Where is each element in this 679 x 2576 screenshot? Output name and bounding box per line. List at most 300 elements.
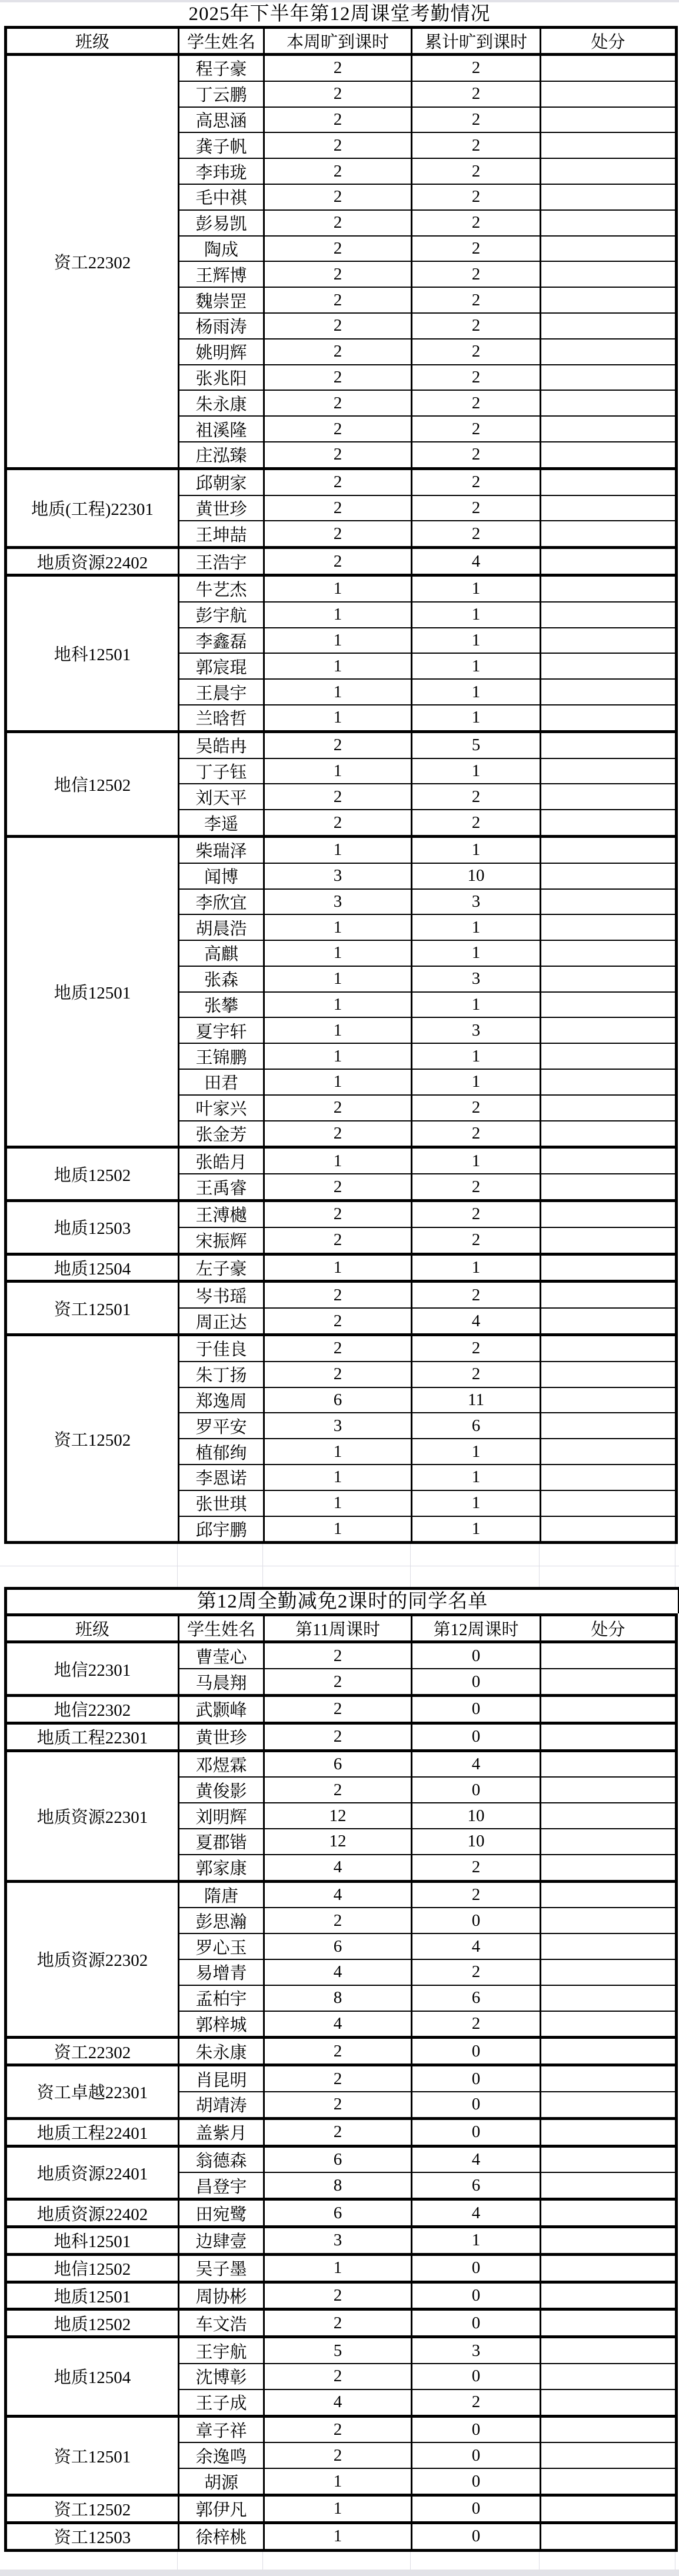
total-value-cell: 2 <box>412 365 541 391</box>
table-row <box>6 2254 677 2282</box>
week-value-cell: 2 <box>264 287 412 313</box>
student-name-cell: 马晨翔 <box>179 1669 264 1695</box>
class-cell: 地质12501 <box>6 2282 179 2309</box>
week-value-cell: 1 <box>264 2468 412 2495</box>
total-value-cell: 11 <box>412 1387 541 1413</box>
punishment-cell <box>541 2226 677 2254</box>
student-name-cell: 易增青 <box>179 1959 264 1985</box>
punishment-cell <box>541 1723 677 1750</box>
total-value-cell: 3 <box>412 889 541 915</box>
class-cell: 资工22302 <box>6 55 179 469</box>
punishment-cell <box>541 1069 677 1095</box>
punishment-cell <box>541 2416 677 2442</box>
week-value-cell: 1 <box>264 653 412 679</box>
total-value-cell: 0 <box>412 2254 541 2282</box>
total-value-cell: 3 <box>412 2337 541 2364</box>
class-cell: 地质12501 <box>6 836 179 1147</box>
table-row <box>6 2337 677 2364</box>
student-name-cell: 叶家兴 <box>179 1095 264 1121</box>
total-value-cell: 1 <box>412 836 541 863</box>
student-name-cell: 胡源 <box>179 2468 264 2495</box>
total-value-cell: 3 <box>412 966 541 992</box>
total-value-cell: 1 <box>412 705 541 731</box>
punishment-cell <box>541 1959 677 1985</box>
column-header: 本周旷到课时 <box>264 28 412 55</box>
total-value-cell: 1 <box>412 1465 541 1490</box>
punishment-cell <box>541 1642 677 1669</box>
punishment-cell <box>541 1308 677 1334</box>
punishment-cell <box>541 365 677 391</box>
student-name-cell: 李欣宜 <box>179 889 264 915</box>
student-name-cell: 李遥 <box>179 810 264 836</box>
week-value-cell: 2 <box>264 1669 412 1695</box>
student-name-cell: 昌登宇 <box>179 2172 264 2199</box>
class-cell: 资工12501 <box>6 2416 179 2495</box>
student-name-cell: 彭思瀚 <box>179 1908 264 1933</box>
student-name-cell: 丁子钰 <box>179 758 264 784</box>
class-cell: 地质工程22301 <box>6 1723 179 1750</box>
column-header: 班级 <box>6 1615 179 1642</box>
table-row <box>6 731 677 758</box>
punishment-cell <box>541 1777 677 1803</box>
class-cell: 地质12502 <box>6 2309 179 2337</box>
class-cell: 地质资源22402 <box>6 2199 179 2227</box>
week-value-cell: 2 <box>264 2309 412 2337</box>
student-name-cell: 余逸鸣 <box>179 2442 264 2468</box>
student-name-cell: 王溥樾 <box>179 1201 264 1227</box>
spreadsheet-empty-row <box>0 2552 679 2570</box>
week-value-cell: 1 <box>264 1439 412 1465</box>
punishment-cell <box>541 2364 677 2389</box>
student-name-cell: 杨雨涛 <box>179 313 264 339</box>
week-value-cell: 2 <box>264 339 412 365</box>
student-name-cell: 吴皓冉 <box>179 731 264 758</box>
week-value-cell: 2 <box>264 2065 412 2092</box>
week-value-cell: 2 <box>264 81 412 107</box>
student-name-cell: 王宇航 <box>179 2337 264 2364</box>
faint-gridline <box>262 1544 263 1587</box>
punishment-cell <box>541 1985 677 2011</box>
punishment-cell <box>541 107 677 133</box>
total-value-cell: 6 <box>412 1985 541 2011</box>
week-value-cell: 2 <box>264 416 412 442</box>
week-value-cell: 2 <box>264 1282 412 1308</box>
student-name-cell: 左子豪 <box>179 1254 264 1282</box>
punishment-cell <box>541 1696 677 1723</box>
punishment-cell <box>541 2522 677 2550</box>
week-value-cell: 6 <box>264 2146 412 2172</box>
punishment-cell <box>541 836 677 863</box>
total-value-cell: 2 <box>412 261 541 287</box>
punishment-cell <box>541 1227 677 1254</box>
week-value-cell: 2 <box>264 1121 412 1147</box>
punishment-cell <box>541 1043 677 1069</box>
week-value-cell: 4 <box>264 1855 412 1881</box>
total-value-cell: 2 <box>412 2389 541 2416</box>
total-value-cell: 2 <box>412 390 541 416</box>
punishment-cell <box>541 2442 677 2468</box>
class-cell: 资工12502 <box>6 2495 179 2522</box>
punishment-cell <box>541 1017 677 1043</box>
table-row <box>6 55 677 81</box>
punishment-cell <box>541 784 677 810</box>
week-value-cell: 3 <box>264 889 412 915</box>
student-name-cell: 兰晗哲 <box>179 705 264 731</box>
week-value-cell: 1 <box>264 705 412 731</box>
week-value-cell: 2 <box>264 1777 412 1803</box>
student-name-cell: 邓煜霖 <box>179 1750 264 1777</box>
column-header: 第11周课时 <box>264 1615 412 1642</box>
total-value-cell: 0 <box>412 1723 541 1750</box>
total-value-cell: 4 <box>412 2146 541 2172</box>
punishment-cell <box>541 1669 677 1695</box>
week-value-cell: 1 <box>264 1465 412 1490</box>
student-name-cell: 罗平安 <box>179 1413 264 1439</box>
student-name-cell: 邱宇鹏 <box>179 1516 264 1543</box>
punishment-cell <box>541 158 677 184</box>
total-value-cell: 1 <box>412 653 541 679</box>
week-value-cell: 1 <box>264 2522 412 2550</box>
week-value-cell: 1 <box>264 679 412 705</box>
table-row <box>6 575 677 601</box>
student-name-cell: 植郁绚 <box>179 1439 264 1465</box>
week-value-cell: 1 <box>264 2254 412 2282</box>
student-name-cell: 闻博 <box>179 863 264 889</box>
punishment-cell <box>541 679 677 705</box>
total-value-cell: 2 <box>412 1335 541 1362</box>
student-name-cell: 王禹睿 <box>179 1174 264 1200</box>
total-value-cell: 4 <box>412 1750 541 1777</box>
punishment-cell <box>541 2065 677 2092</box>
student-name-cell: 岑书瑶 <box>179 1282 264 1308</box>
student-name-cell: 沈博彰 <box>179 2364 264 2389</box>
punishment-cell <box>541 1335 677 1362</box>
class-cell: 地质资源22301 <box>6 1750 179 1881</box>
week-value-cell: 2 <box>264 210 412 236</box>
student-name-cell: 夏郡锴 <box>179 1829 264 1855</box>
student-name-cell: 边肆壹 <box>179 2226 264 2254</box>
total-value-cell: 2 <box>412 1855 541 1881</box>
total-value-cell: 0 <box>412 2118 541 2146</box>
total-value-cell: 1 <box>412 1069 541 1095</box>
class-cell: 地质12503 <box>6 1201 179 1254</box>
week-value-cell: 4 <box>264 2011 412 2038</box>
faint-gridline <box>410 2552 411 2570</box>
punishment-cell <box>541 705 677 731</box>
week-value-cell: 6 <box>264 1933 412 1959</box>
punishment-cell <box>541 390 677 416</box>
week-value-cell: 1 <box>264 575 412 601</box>
week-value-cell: 2 <box>264 55 412 81</box>
student-name-cell: 王锦鹏 <box>179 1043 264 1069</box>
student-name-cell: 黄俊影 <box>179 1777 264 1803</box>
punishment-cell <box>541 1362 677 1387</box>
class-cell: 地质12504 <box>6 1254 179 1282</box>
total-value-cell: 4 <box>412 548 541 575</box>
punishment-cell <box>541 2199 677 2227</box>
class-cell: 地信22301 <box>6 1642 179 1696</box>
total-value-cell: 0 <box>412 1908 541 1933</box>
week-value-cell: 2 <box>264 1723 412 1750</box>
total-value-cell: 1 <box>412 1439 541 1465</box>
total-value-cell: 1 <box>412 992 541 1018</box>
student-name-cell: 龚子帆 <box>179 132 264 158</box>
punishment-cell <box>541 1465 677 1490</box>
week-value-cell: 2 <box>264 313 412 339</box>
total-value-cell: 0 <box>412 2468 541 2495</box>
student-name-cell: 吴子墨 <box>179 2254 264 2282</box>
week-value-cell: 6 <box>264 1387 412 1413</box>
table-title: 第12周全勤减免2课时的同学名单 <box>4 1587 679 1613</box>
week-value-cell: 2 <box>264 107 412 133</box>
week-value-cell: 1 <box>264 1043 412 1069</box>
class-cell: 地科12501 <box>6 2226 179 2254</box>
week-value-cell: 2 <box>264 2442 412 2468</box>
total-value-cell: 2 <box>412 132 541 158</box>
week-value-cell: 1 <box>264 1254 412 1282</box>
week-value-cell: 2 <box>264 365 412 391</box>
faint-gridline <box>262 2552 263 2570</box>
faint-gridline <box>539 1544 540 1587</box>
week-value-cell: 1 <box>264 628 412 654</box>
column-header: 累计旷到课时 <box>412 28 541 55</box>
week-value-cell: 6 <box>264 2199 412 2227</box>
table-row <box>6 1750 677 1777</box>
punishment-cell <box>541 914 677 940</box>
class-cell: 资工12502 <box>6 1335 179 1543</box>
week-value-cell: 2 <box>264 784 412 810</box>
week-value-cell: 8 <box>264 1985 412 2011</box>
student-name-cell: 郑逸周 <box>179 1387 264 1413</box>
total-value-cell: 0 <box>412 1777 541 1803</box>
punishment-cell <box>541 1121 677 1147</box>
total-value-cell: 2 <box>412 184 541 210</box>
week-value-cell: 2 <box>264 1362 412 1387</box>
punishment-cell <box>541 1254 677 1282</box>
punishment-cell <box>541 992 677 1018</box>
faint-gridline <box>410 1544 411 1587</box>
class-cell: 地质(工程)22301 <box>6 468 179 547</box>
student-name-cell: 章子祥 <box>179 2416 264 2442</box>
total-value-cell: 1 <box>412 575 541 601</box>
total-value-cell: 0 <box>412 2065 541 2092</box>
total-value-cell: 2 <box>412 210 541 236</box>
total-value-cell: 2 <box>412 81 541 107</box>
week-value-cell: 2 <box>264 2092 412 2118</box>
total-value-cell: 6 <box>412 2172 541 2199</box>
total-value-cell: 2 <box>412 1201 541 1227</box>
window-edge-strip <box>0 2570 679 2576</box>
week-value-cell: 2 <box>264 1174 412 1200</box>
total-value-cell: 0 <box>412 2416 541 2442</box>
column-header: 学生姓名 <box>179 28 264 55</box>
total-value-cell: 0 <box>412 2309 541 2337</box>
total-value-cell: 2 <box>412 442 541 468</box>
punishment-cell <box>541 758 677 784</box>
week-value-cell: 2 <box>264 548 412 575</box>
punishment-cell <box>541 468 677 495</box>
punishment-cell <box>541 1174 677 1200</box>
week-value-cell: 2 <box>264 2282 412 2309</box>
student-name-cell: 高麒 <box>179 940 264 966</box>
week-value-cell: 2 <box>264 1696 412 1723</box>
week-value-cell: 2 <box>264 1227 412 1254</box>
student-name-cell: 田宛鹭 <box>179 2199 264 2227</box>
total-value-cell: 2 <box>412 1121 541 1147</box>
week-value-cell: 1 <box>264 914 412 940</box>
student-name-cell: 丁云鹏 <box>179 81 264 107</box>
student-name-cell: 黄世珍 <box>179 495 264 521</box>
column-header: 学生姓名 <box>179 1615 264 1642</box>
total-value-cell: 1 <box>412 758 541 784</box>
student-name-cell: 朱永康 <box>179 2038 264 2065</box>
attendance-sheet <box>0 2 675 2570</box>
student-name-cell: 刘明辉 <box>179 1803 264 1829</box>
punishment-cell <box>541 2011 677 2038</box>
week-value-cell: 1 <box>264 2495 412 2522</box>
table-row <box>6 2118 677 2146</box>
total-value-cell: 2 <box>412 236 541 262</box>
punishment-cell <box>541 1413 677 1439</box>
total-value-cell: 2 <box>412 1881 541 1908</box>
class-cell: 地信22302 <box>6 1696 179 1723</box>
total-value-cell: 1 <box>412 1043 541 1069</box>
total-value-cell: 1 <box>412 914 541 940</box>
student-name-cell: 朱丁扬 <box>179 1362 264 1387</box>
student-name-cell: 魏崇罡 <box>179 287 264 313</box>
student-name-cell: 李鑫磊 <box>179 628 264 654</box>
punishment-cell <box>541 2038 677 2065</box>
week-value-cell: 2 <box>264 1335 412 1362</box>
student-name-cell: 于佳良 <box>179 1335 264 1362</box>
table-row <box>6 1696 677 1723</box>
punishment-cell <box>541 2092 677 2118</box>
table-row <box>6 1642 677 1669</box>
total-value-cell: 1 <box>412 1516 541 1543</box>
faint-gridline <box>539 2552 540 2570</box>
student-name-cell: 王子成 <box>179 2389 264 2416</box>
total-value-cell: 1 <box>412 628 541 654</box>
week-value-cell: 2 <box>264 468 412 495</box>
week-value-cell: 2 <box>264 810 412 836</box>
punishment-cell <box>541 1095 677 1121</box>
week-value-cell: 1 <box>264 1147 412 1174</box>
week-value-cell: 2 <box>264 158 412 184</box>
punishment-cell <box>541 731 677 758</box>
week-value-cell: 1 <box>264 1017 412 1043</box>
punishment-cell <box>541 653 677 679</box>
total-value-cell: 2 <box>412 313 541 339</box>
class-cell: 地质资源22401 <box>6 2146 179 2199</box>
total-value-cell: 1 <box>412 602 541 628</box>
student-name-cell: 胡晨浩 <box>179 914 264 940</box>
class-cell: 地质工程22401 <box>6 2118 179 2146</box>
student-name-cell: 胡靖涛 <box>179 2092 264 2118</box>
total-value-cell: 1 <box>412 1147 541 1174</box>
table-row <box>6 1881 677 1908</box>
punishment-cell <box>541 1490 677 1516</box>
total-value-cell: 2 <box>412 158 541 184</box>
table-row <box>6 2146 677 2172</box>
punishment-cell <box>541 81 677 107</box>
student-name-cell: 肖昆明 <box>179 2065 264 2092</box>
faint-gridline <box>177 2552 178 2570</box>
total-value-cell: 1 <box>412 2226 541 2254</box>
week-value-cell: 1 <box>264 966 412 992</box>
student-name-cell: 祖溪隆 <box>179 416 264 442</box>
total-value-cell: 3 <box>412 1017 541 1043</box>
student-name-cell: 王坤喆 <box>179 521 264 547</box>
punishment-cell <box>541 810 677 836</box>
faint-gridline <box>177 1544 178 1587</box>
week-value-cell: 3 <box>264 2226 412 2254</box>
punishment-cell <box>541 889 677 915</box>
table-row <box>6 1147 677 1174</box>
student-name-cell: 庄泓臻 <box>179 442 264 468</box>
student-name-cell: 徐梓桃 <box>179 2522 264 2550</box>
punishment-cell <box>541 1201 677 1227</box>
student-name-cell: 罗心玉 <box>179 1933 264 1959</box>
attendance-table <box>4 26 678 1544</box>
total-value-cell: 0 <box>412 2495 541 2522</box>
column-header: 处分 <box>541 28 677 55</box>
punishment-cell <box>541 210 677 236</box>
header-row <box>6 1615 677 1642</box>
punishment-cell <box>541 1750 677 1777</box>
student-name-cell: 张世琪 <box>179 1490 264 1516</box>
punishment-cell <box>541 339 677 365</box>
week-value-cell: 2 <box>264 261 412 287</box>
total-value-cell: 2 <box>412 55 541 81</box>
week-value-cell: 2 <box>264 1308 412 1334</box>
punishment-cell <box>541 628 677 654</box>
student-name-cell: 翁德森 <box>179 2146 264 2172</box>
student-name-cell: 车文浩 <box>179 2309 264 2337</box>
total-value-cell: 2 <box>412 1282 541 1308</box>
week-value-cell: 2 <box>264 132 412 158</box>
week-value-cell: 2 <box>264 1642 412 1669</box>
punishment-cell <box>541 2389 677 2416</box>
total-value-cell: 0 <box>412 1696 541 1723</box>
student-name-cell: 武颢峰 <box>179 1696 264 1723</box>
punishment-cell <box>541 132 677 158</box>
total-value-cell: 0 <box>412 2092 541 2118</box>
week-value-cell: 2 <box>264 184 412 210</box>
student-name-cell: 程子豪 <box>179 55 264 81</box>
week-value-cell: 4 <box>264 1959 412 1985</box>
total-value-cell: 2 <box>412 468 541 495</box>
table-row <box>6 2226 677 2254</box>
total-value-cell: 0 <box>412 2038 541 2065</box>
punishment-cell <box>541 2172 677 2199</box>
week-value-cell: 1 <box>264 1516 412 1543</box>
week-value-cell: 1 <box>264 1069 412 1095</box>
punishment-cell <box>541 2468 677 2495</box>
student-name-cell: 张兆阳 <box>179 365 264 391</box>
table-row <box>6 1335 677 1362</box>
total-value-cell: 2 <box>412 495 541 521</box>
punishment-cell <box>541 521 677 547</box>
exemption-table <box>4 1613 678 2551</box>
week-value-cell: 12 <box>264 1803 412 1829</box>
total-value-cell: 10 <box>412 1803 541 1829</box>
punishment-cell <box>541 2118 677 2146</box>
class-cell: 地质资源22302 <box>6 1881 179 2038</box>
column-header: 第12周课时 <box>412 1615 541 1642</box>
table-row <box>6 2416 677 2442</box>
total-value-cell: 10 <box>412 863 541 889</box>
student-name-cell: 王辉博 <box>179 261 264 287</box>
